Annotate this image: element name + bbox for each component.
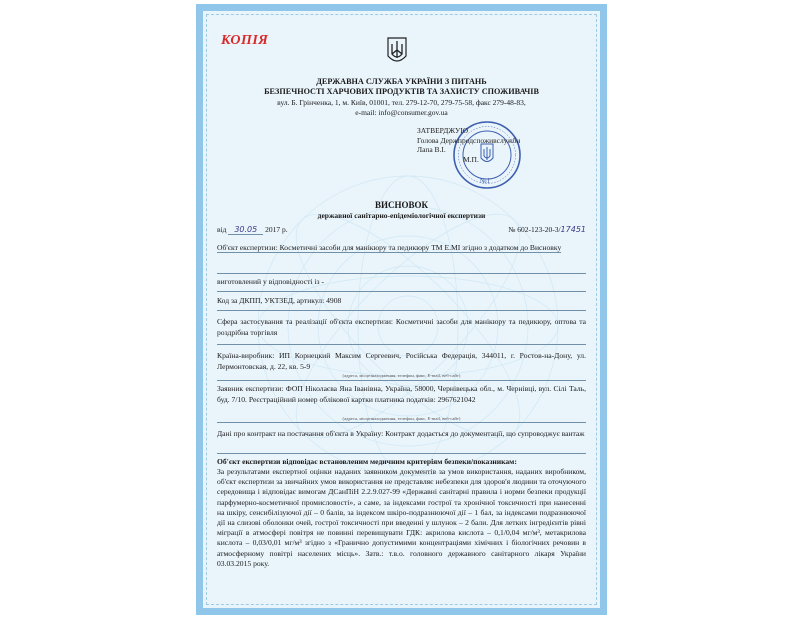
certificate-document — [196, 4, 607, 615]
separator — [217, 422, 586, 423]
approval-line3: Лапа В.І. — [417, 145, 446, 154]
date-prefix: від — [217, 225, 227, 234]
date-year: 2017 р. — [265, 225, 288, 234]
agency-address: вул. Б. Грінченка, 1, м. Київ, 01001, тел. 279-12-70, 279-75-58, факс 279-48-83, — [277, 98, 526, 107]
field-code: Код за ДКПП, УКТЗЕД, артикул: 4908 — [217, 296, 342, 305]
seal-number: №1 — [480, 177, 491, 185]
separator — [217, 273, 586, 274]
field-object-text: Об'єкт експертизи: Косметичні засоби для манікюру та педикюру ТМ E.MI згідно з додатком до Висновку — [217, 243, 562, 252]
document-number-prefix: № 602-123-20-3/ — [508, 225, 561, 234]
agency-name-line2: БЕЗПЕЧНОСТІ ХАРЧОВИХ ПРОДУКТІВ ТА ЗАХИСТУ СПОЖИВАЧІВ — [264, 87, 539, 96]
approval-line1: ЗАТВЕРДЖУЮ — [417, 126, 469, 135]
document-subtitle: державної санітарно-епідеміологічної експертизи — [317, 211, 486, 220]
field-object — [217, 243, 586, 254]
approval-line2: Голова Держпродспоживслужби — [417, 135, 521, 145]
approval-block — [417, 126, 520, 164]
conclusion-heading: Об'єкт експертизи відповідає встановленим медичним критеріям безпеки/показникам: — [217, 457, 517, 466]
coat-of-arms-icon — [386, 36, 408, 66]
agency-name-line1: ДЕРЖАВНА СЛУЖБА УКРАЇНИ З ПИТАНЬ — [316, 77, 487, 86]
separator — [217, 453, 586, 454]
agency-email: e-mail: info@consumer.gov.ua — [355, 108, 448, 117]
separator — [217, 380, 586, 381]
copy-stamp: КОПІЯ — [221, 33, 269, 48]
field-manufactured: виготовлений у відповідності із - — [217, 277, 324, 286]
document-number — [508, 225, 586, 234]
separator — [217, 344, 586, 345]
field-scope: Сфера застосування та реалізації об'єкта експертизи: Косметичні засоби для манікюру та педикюру, оптова та роздрібна торгівля — [217, 317, 586, 337]
applicant-hint: (адреса, місцезнаходження, телефон, факс, E-mail, веб-сайт) — [342, 416, 461, 421]
field-manufacturer: Країна-виробник: ИП Корнецкий Максим Сергеевич, Російська Федерація, 344011, г. Ростов-на-Дону, ул. Лермонтовская, д. 22, кв. 5-9 — [217, 351, 586, 371]
document-number-handwritten: 17451 — [560, 225, 586, 234]
date-handwritten: 30.05 — [228, 225, 263, 235]
document-title: ВИСНОВОК — [374, 200, 429, 210]
conclusion-text: За результатами експертної оцінки наданих заявником документів за умов використання, наданих виробником, об'єкт експертизи за звичайних умов використання не представляє небезпеки для здоров'я людини та оточуючого середовища і відповідає вимогам ДСанПіН 2.2.9.027-99 «Державні санітарні правила і норми безпеки продукції парфумерно-косметичної промисловості», а саме, за індексами гострої та хронічної токсичності при нанесенні на шкіру, сенсибілізуючої дії – 0 балів, за індексом шкіро-подразнюючої дії – 1 бал, за індексами подразнюючої дії на слизові оболонки очей, гострої токсичності при введенні у шлунок – 2 бали. Для летких інгредієнтів рівні міграції в атмосфері повітря не повинні перевищувати ГДК: акрилова кислота – 0,1/0,04 мг/м³, метакрилова кислота – 0,03/0,01 мг/м³ згідно з «Гранично допустимими концентраціями хімічних і біологічних речовин в атмосферному повітрі населених місць». Затв.: т.в.о. головного державного санітарного лікаря України 03.03.2015 року. — [217, 467, 586, 568]
date-number-line — [217, 225, 586, 234]
separator — [217, 310, 586, 311]
manufacturer-hint: (адреса, місцезнаходження, телефон, факс, E-mail, веб-сайт) — [342, 373, 461, 378]
approval-mp: М.П. — [463, 154, 479, 164]
field-applicant: Заявник експертизи: ФОП Ніколаєва Яна Іванівна, Україна, 58000, Чернівецька обл., м. Чернівці, вул. Сілі Таль, буд. 7/10. Реєстраційний номер облікової картки платника податків: 2967621042 — [217, 384, 586, 404]
field-contract: Дані про контракт на постачання об'єкта в Україну: Контракт додається до документації, що супроводжує вантаж — [217, 429, 585, 438]
separator — [217, 291, 586, 292]
